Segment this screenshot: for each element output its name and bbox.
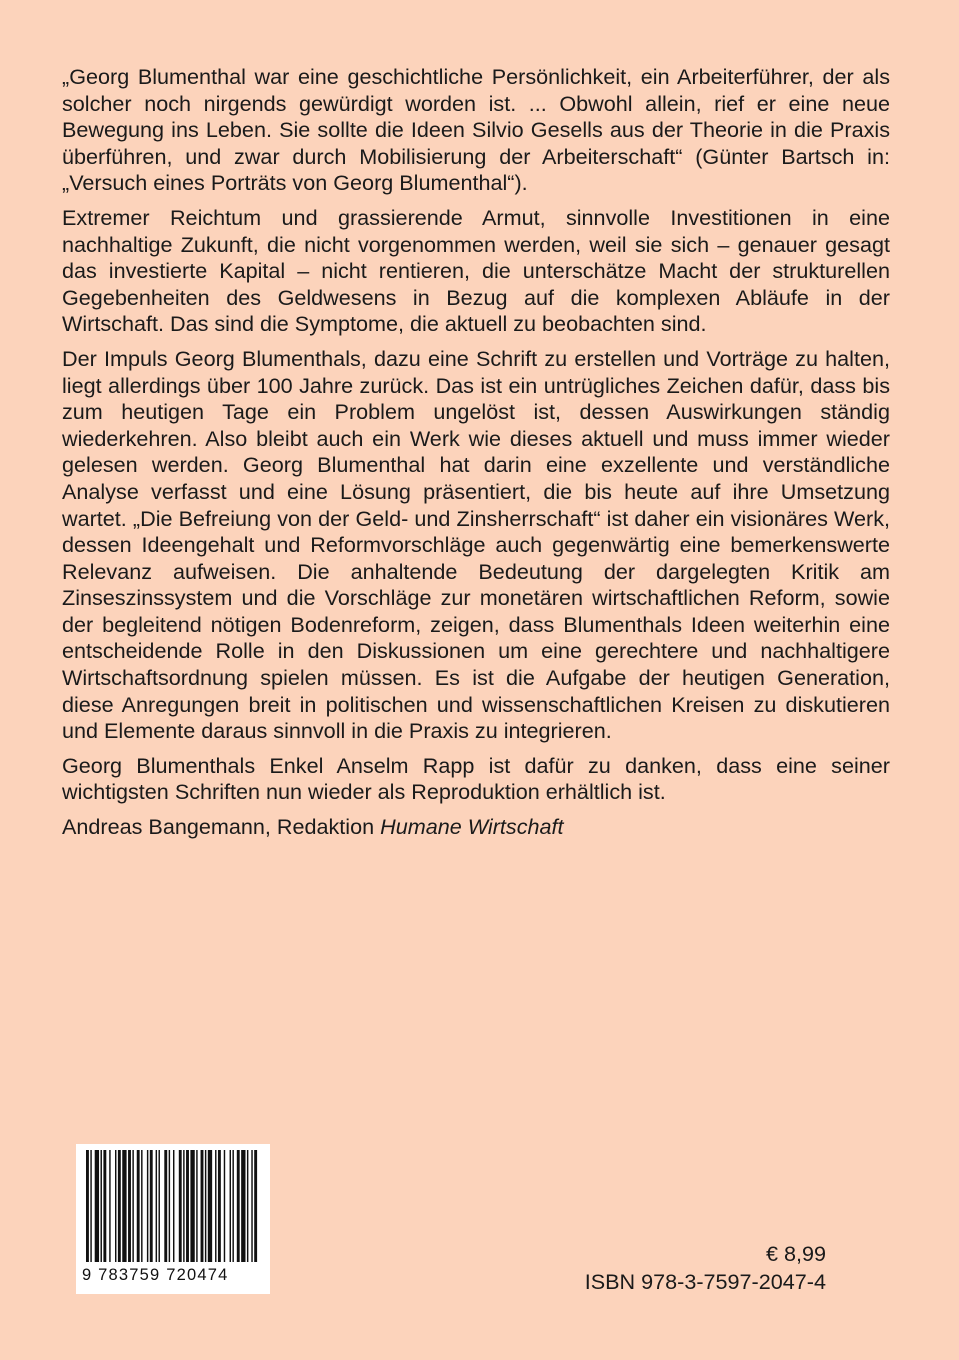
barcode-bar: [118, 1150, 121, 1262]
barcode-bar: [132, 1150, 133, 1262]
back-cover-text: [62, 64, 890, 841]
barcode-bar: [128, 1150, 131, 1262]
barcode-bar: [115, 1150, 116, 1262]
isbn: ISBN 978-3-7597-2047-4: [584, 1269, 826, 1294]
barcode-bar: [86, 1150, 89, 1262]
barcode-bar: [173, 1150, 174, 1262]
barcode-bar: [230, 1150, 231, 1262]
barcode-bar: [95, 1150, 99, 1262]
barcode-bar: [254, 1150, 257, 1262]
price: € 8,99: [765, 1241, 826, 1266]
barcode-bar: [101, 1150, 102, 1262]
barcode-bar: [179, 1150, 182, 1262]
barcode-bar: [205, 1150, 206, 1262]
barcode-bar: [90, 1150, 91, 1262]
barcode-bar: [109, 1150, 110, 1262]
barcode-bar: [122, 1150, 126, 1262]
barcode-bar: [224, 1150, 225, 1262]
barcode-digits: 9 783759 720474: [82, 1266, 229, 1284]
barcode-bar: [141, 1150, 142, 1262]
barcode-bar: [241, 1150, 245, 1262]
barcode-bar: [237, 1150, 240, 1262]
symptoms-paragraph: Extremer Reichtum und grassierende Armut, sinnvolle Investitionen in eine nachhaltige Zukunft, die nicht vorgenommen werden, weil sie sich – genauer gesagt das investierte Kapital – nicht rentieren, die unterschätze Macht der strukturellen Gegebenheiten des Geldwesens in Bezug auf die komplexen Abläufe in der Wirtschaft. Das sind die Symptome, die aktuell zu beobachten sind.: [62, 204, 890, 337]
impulse-paragraph: Der Impuls Georg Blumenthals, dazu eine Schrift zu erstellen und Vorträge zu halten, liegt allerdings über 100 Jahre zurück. Das ist ein untrügliches Zeichen dafür, dass bis zum heutigen Tage ein Problem ungelöst ist, dessen Auswirkungen ständig wiederkehren. Also bleibt auch ein Werk wie dieses aktuell und muss immer wieder gelesen werden. Georg Blumenthal hat darin eine exzellente und verständliche Analyse verfasst und eine Lösung präsentiert, die bis heute auf ihre Umsetzung wartet. „Die Befreiung von der Geld- und Zinsherrschaft“ ist daher ein visionäres Werk, dessen Ideengehalt und Reformvorschläge auch gegenwärtig eine bemerkenswerte Relevanz aufweisen. Die anhaltende Bedeutung der dargelegten Kritik am Zinseszinssystem und die Vorschläge zur monetären wirtschaftlichen Reform, sowie der begleitend nötigen Bodenreform, zeigen, dass Blumenthals Ideen weiterhin eine entscheidende Rolle in den Diskussionen um eine gerechtere und nachhaltigere Wirtschaftsordnung spielen müssen. Es ist die Aufgabe der heutigen Generation, diese Anregungen breit in politischen und wissenschaftlichen Kreisen zu diskutieren und Elemente daraus sinnvoll in die Praxis zu integrieren.: [62, 345, 890, 744]
barcode-bar: [137, 1150, 140, 1262]
barcode-bar: [208, 1150, 212, 1262]
barcode-bar: [150, 1150, 153, 1262]
isbn-barcode: [76, 1144, 270, 1294]
barcode-bar: [103, 1150, 106, 1262]
barcode-bar: [164, 1150, 167, 1262]
barcode-bar: [218, 1150, 221, 1262]
barcode-bar: [247, 1150, 248, 1262]
barcode-bar: [186, 1150, 189, 1262]
signature-author: Andreas Bangemann, Redaktion: [62, 814, 381, 840]
barcode-bar: [159, 1150, 160, 1262]
thanks-paragraph: Georg Blumenthals Enkel Anselm Rapp ist dafür zu danken, dass eine seiner wichtigsten Schriften nun wieder als Reproduktion erhältlich ist.: [62, 752, 890, 805]
quote-paragraph: „Georg Blumenthal war eine geschichtliche Persönlichkeit, ein Arbeiterführer, der als solcher noch nirgends gewürdigt worden ist. ... Obwohl allein, rief er eine neue Bewegung ins Leben. Sie sollte die Ideen Silvio Gesells aus der Theorie in die Praxis überführen, und zwar durch Mobilisierung der Arbeiterschaft“ (Günter Bartsch in: „Versuch eines Porträts von Georg Blumenthal“).: [62, 64, 890, 196]
price-block: [585, 1240, 826, 1296]
barcode-bar: [251, 1150, 252, 1262]
barcode-bar: [201, 1150, 204, 1262]
barcode-bar: [183, 1150, 184, 1262]
signature: [62, 814, 890, 841]
barcode-bar: [190, 1150, 194, 1262]
barcode-bar: [196, 1150, 197, 1262]
barcode-bar: [156, 1150, 157, 1262]
barcode-bar: [215, 1150, 216, 1262]
barcode-bar: [232, 1150, 233, 1262]
barcode-bar: [169, 1150, 170, 1262]
signature-publication: Humane Wirtschaft: [380, 814, 564, 840]
barcode-bar: [147, 1150, 148, 1262]
